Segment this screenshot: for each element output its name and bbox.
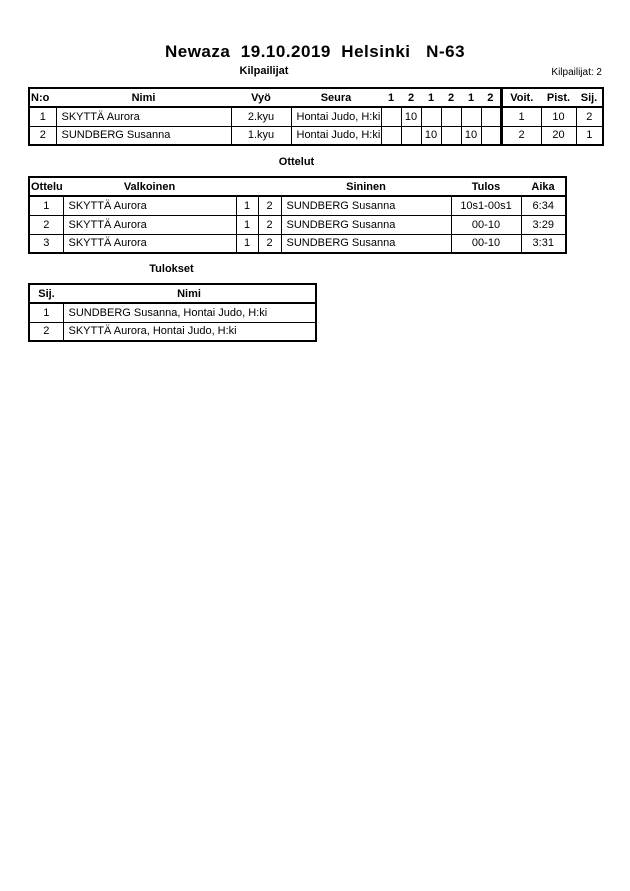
cell-match-no: 3 xyxy=(29,234,63,253)
cell-sij: 1 xyxy=(576,126,603,145)
cell-seura: Hontai Judo, H:ki xyxy=(291,126,381,145)
kilpailijat-table xyxy=(28,87,604,146)
col-header-voit: Voit. xyxy=(501,88,541,107)
cell-white-no: 1 xyxy=(236,196,258,215)
cell-sij: 1 xyxy=(29,303,63,322)
cell-pist: 10 xyxy=(541,107,576,126)
cell-nimi: SUNDBERG Susanna xyxy=(56,126,231,145)
cell-blue-no: 2 xyxy=(258,196,281,215)
col-header-match1: 1 xyxy=(381,88,401,107)
col-header-match5: 1 xyxy=(461,88,481,107)
ottelut-header-row xyxy=(29,177,566,196)
cell-blue-no: 2 xyxy=(258,215,281,234)
cell-white-no: 1 xyxy=(236,215,258,234)
table-row xyxy=(29,126,603,145)
cell-blue-no: 2 xyxy=(258,234,281,253)
col-header-seura: Seura xyxy=(291,88,381,107)
cell-aika: 3:31 xyxy=(521,234,566,253)
cell-match6 xyxy=(481,126,501,145)
cell-nimi: SUNDBERG Susanna, Hontai Judo, H:ki xyxy=(63,303,316,322)
cell-match1 xyxy=(381,107,401,126)
col-header-no: N:o xyxy=(29,88,56,107)
cell-valkoinen: SKYTTÄ Aurora xyxy=(63,196,236,215)
cell-no: 2 xyxy=(29,126,56,145)
col-header-match3: 1 xyxy=(421,88,441,107)
section-title-tulokset: Tulokset xyxy=(149,263,194,275)
col-header-tulos: Tulos xyxy=(451,177,521,196)
col-header-white-no xyxy=(236,177,258,196)
tulokset-table xyxy=(28,283,317,342)
col-header-vyo: Vyö xyxy=(231,88,291,107)
col-header-aika: Aika xyxy=(521,177,566,196)
cell-valkoinen: SKYTTÄ Aurora xyxy=(63,234,236,253)
cell-match1 xyxy=(381,126,401,145)
cell-tulos: 00-10 xyxy=(451,234,521,253)
cell-vyo: 1.kyu xyxy=(231,126,291,145)
cell-valkoinen: SKYTTÄ Aurora xyxy=(63,215,236,234)
col-header-sininen: Sininen xyxy=(281,177,451,196)
cell-seura: Hontai Judo, H:ki xyxy=(291,107,381,126)
cell-match-no: 2 xyxy=(29,215,63,234)
cell-no: 1 xyxy=(29,107,56,126)
cell-vyo: 2.kyu xyxy=(231,107,291,126)
col-header-match2: 2 xyxy=(401,88,421,107)
cell-match2 xyxy=(401,126,421,145)
col-header-ottelu: Ottelu xyxy=(29,177,63,196)
cell-match-no: 1 xyxy=(29,196,63,215)
cell-match4 xyxy=(441,126,461,145)
competitor-count-label: Kilpailijat: 2 xyxy=(551,67,602,78)
cell-aika: 3:29 xyxy=(521,215,566,234)
col-header-match4: 2 xyxy=(441,88,461,107)
cell-nimi: SKYTTÄ Aurora, Hontai Judo, H:ki xyxy=(63,322,316,341)
col-header-pist: Pist. xyxy=(541,88,576,107)
col-header-sij: Sij. xyxy=(576,88,603,107)
cell-match5 xyxy=(461,107,481,126)
cell-voit: 2 xyxy=(501,126,541,145)
section-title-ottelut: Ottelut xyxy=(278,156,315,168)
cell-match5: 10 xyxy=(461,126,481,145)
cell-pist: 20 xyxy=(541,126,576,145)
cell-sij: 2 xyxy=(29,322,63,341)
cell-nimi: SKYTTÄ Aurora xyxy=(56,107,231,126)
cell-white-no: 1 xyxy=(236,234,258,253)
page-title: Newaza 19.10.2019 Helsinki N-63 xyxy=(164,42,466,61)
cell-match3 xyxy=(421,107,441,126)
cell-match6 xyxy=(481,107,501,126)
cell-sij: 2 xyxy=(576,107,603,126)
kilpailijat-header-row xyxy=(29,88,603,107)
cell-aika: 6:34 xyxy=(521,196,566,215)
table-row xyxy=(29,107,603,126)
table-row xyxy=(29,215,566,234)
col-header-valkoinen: Valkoinen xyxy=(63,177,236,196)
cell-match4 xyxy=(441,107,461,126)
table-row xyxy=(29,303,316,322)
cell-tulos: 00-10 xyxy=(451,215,521,234)
table-row xyxy=(29,234,566,253)
cell-voit: 1 xyxy=(501,107,541,126)
ottelut-table xyxy=(28,176,567,254)
table-row xyxy=(29,196,566,215)
col-header-sij: Sij. xyxy=(29,284,63,303)
col-header-blue-no xyxy=(258,177,281,196)
cell-sininen: SUNDBERG Susanna xyxy=(281,196,451,215)
cell-match2: 10 xyxy=(401,107,421,126)
cell-sininen: SUNDBERG Susanna xyxy=(281,215,451,234)
cell-match3: 10 xyxy=(421,126,441,145)
section-title-kilpailijat: Kilpailijat xyxy=(239,65,289,77)
col-header-nimi: Nimi xyxy=(56,88,231,107)
cell-tulos: 10s1-00s1 xyxy=(451,196,521,215)
cell-sininen: SUNDBERG Susanna xyxy=(281,234,451,253)
tulokset-header-row xyxy=(29,284,316,303)
table-row xyxy=(29,322,316,341)
col-header-match6: 2 xyxy=(481,88,501,107)
col-header-nimi: Nimi xyxy=(63,284,316,303)
